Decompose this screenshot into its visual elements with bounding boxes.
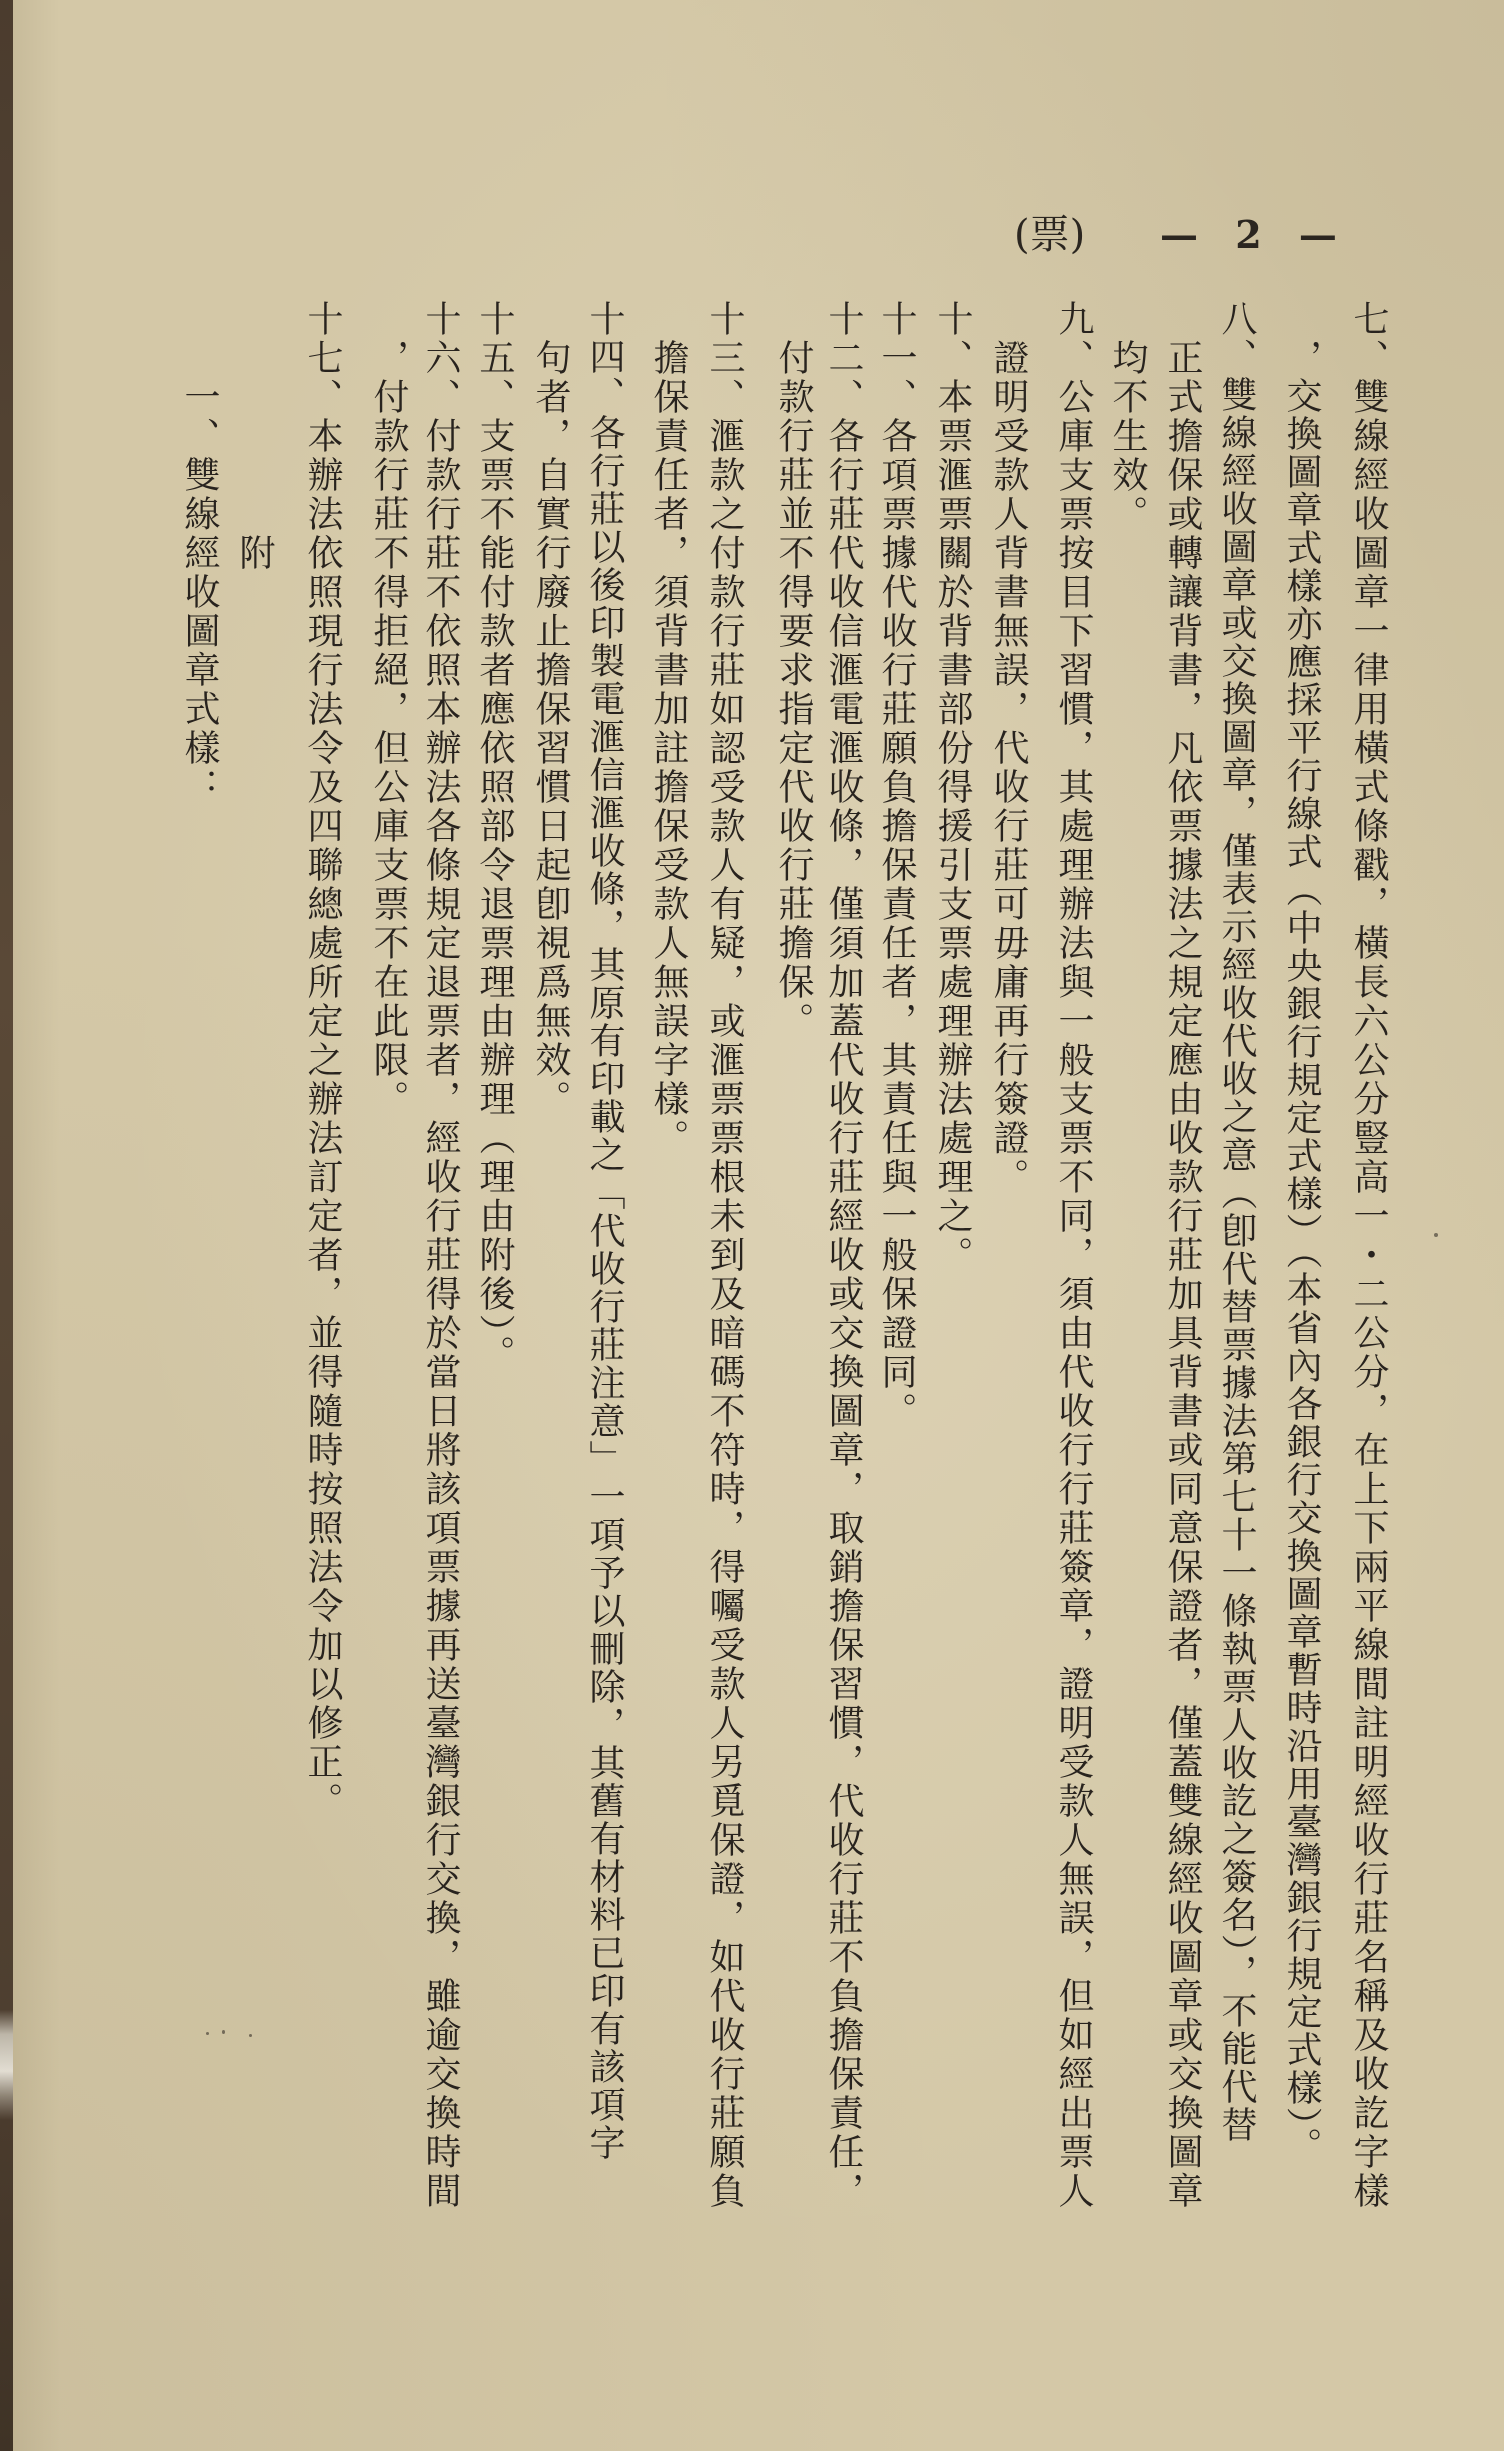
article-16-line-2: ，付款行莊不得拒絕，但公庫支票不在此限。 (368, 339, 409, 1119)
article-10-line-1: 十、本票滙票關於背書部份得援引支票處理辦法處理之。 (932, 300, 973, 1275)
article-14-line-1: 十四、各行莊以後印製電滙信滙收條，其原有印載之「代收行莊注意」一項予以刪除，其舊有材料已印有該項字 (584, 300, 625, 2162)
article-8-line-2: 正式擔保或轉讓背書，凡依票據法之規定應由收款行莊加具背書或同意保證者，僅蓋雙線經收圖章或交換圖章 (1162, 339, 1203, 2211)
article-16-line-1: 十六、付款行莊不依照本辦法各條規定退票者，經收行莊得於當日將該項票據再送臺灣銀行交換，雖逾交換時間 (420, 300, 461, 2211)
article-7-line-1: 七、雙線經收圖章一律用橫式條戳，橫長六公分豎高一・二公分，在上下兩平線間註明經收行莊名稱及收訖字樣 (1348, 300, 1389, 2211)
article-7-line-2: ，交換圖章式樣亦應採平行線式（中央銀行規定式樣）（本省內各銀行交換圖章暫時沿用臺灣銀行規定式樣）。 (1281, 339, 1322, 2165)
article-13-line-2: 擔保責任者，須背書加註擔保受款人無誤字樣。 (648, 339, 689, 1158)
article-15-line-1: 十五、支票不能付款者應依照部令退票理由辦理（理由附後）。 (474, 300, 515, 1374)
paper-speck (1434, 1233, 1438, 1237)
paper-speck (249, 2034, 252, 2037)
article-11-line-1: 十一、各項票據代收行莊願負擔保責任者，其責任與一般保證同。 (876, 300, 917, 1431)
article-12-line-1: 十二、各行莊代收信滙電滙收條，僅須加蓋代收行莊經收或交換圖章，取銷擔保習慣，代收行莊不負擔保責任， (823, 300, 864, 2211)
article-13-line-1: 十三、滙款之付款行莊如認受款人有疑，或滙票票根未到及暗碼不符時，得囑受款人另覓保證，如代收行莊願負 (704, 300, 745, 2211)
page-gutter (0, 0, 13, 2451)
article-9-line-1: 九、公庫支票按目下習慣，其處理辦法與一般支票不同，須由代收行行莊簽章，證明受款人無誤，但如經出票人 (1053, 300, 1094, 2211)
article-9-line-2: 證明受款人背書無誤，代收行莊可毋庸再行簽證。 (988, 339, 1029, 1197)
appendix-item-1: 一、雙線經收圖章式樣： (179, 378, 220, 807)
section-label: (票) (1014, 212, 1086, 258)
article-8-line-1: 八、雙線經收圖章或交換圖章，僅表示經收代收之意（卽代替票據法第七十一條執票人收訖之簽名），不能代替 (1216, 300, 1257, 2144)
article-12-line-2: 付款行莊並不得要求指定代收行莊擔保。 (773, 339, 814, 1041)
page-number: — 2 — (1160, 212, 1337, 257)
appendix-title: 附 (234, 534, 275, 573)
paper-speck (206, 2032, 209, 2035)
article-8-line-3: 均不生效。 (1107, 339, 1148, 534)
paper-speck (222, 2030, 225, 2034)
article-14-line-2: 句者，自實行廢止擔保習慣日起卽視爲無效。 (530, 339, 571, 1119)
article-17-line-1: 十七、本辦法依照現行法令及四聯總處所定之辦法訂定者，並得隨時按照法令加以修正。 (302, 300, 343, 1821)
